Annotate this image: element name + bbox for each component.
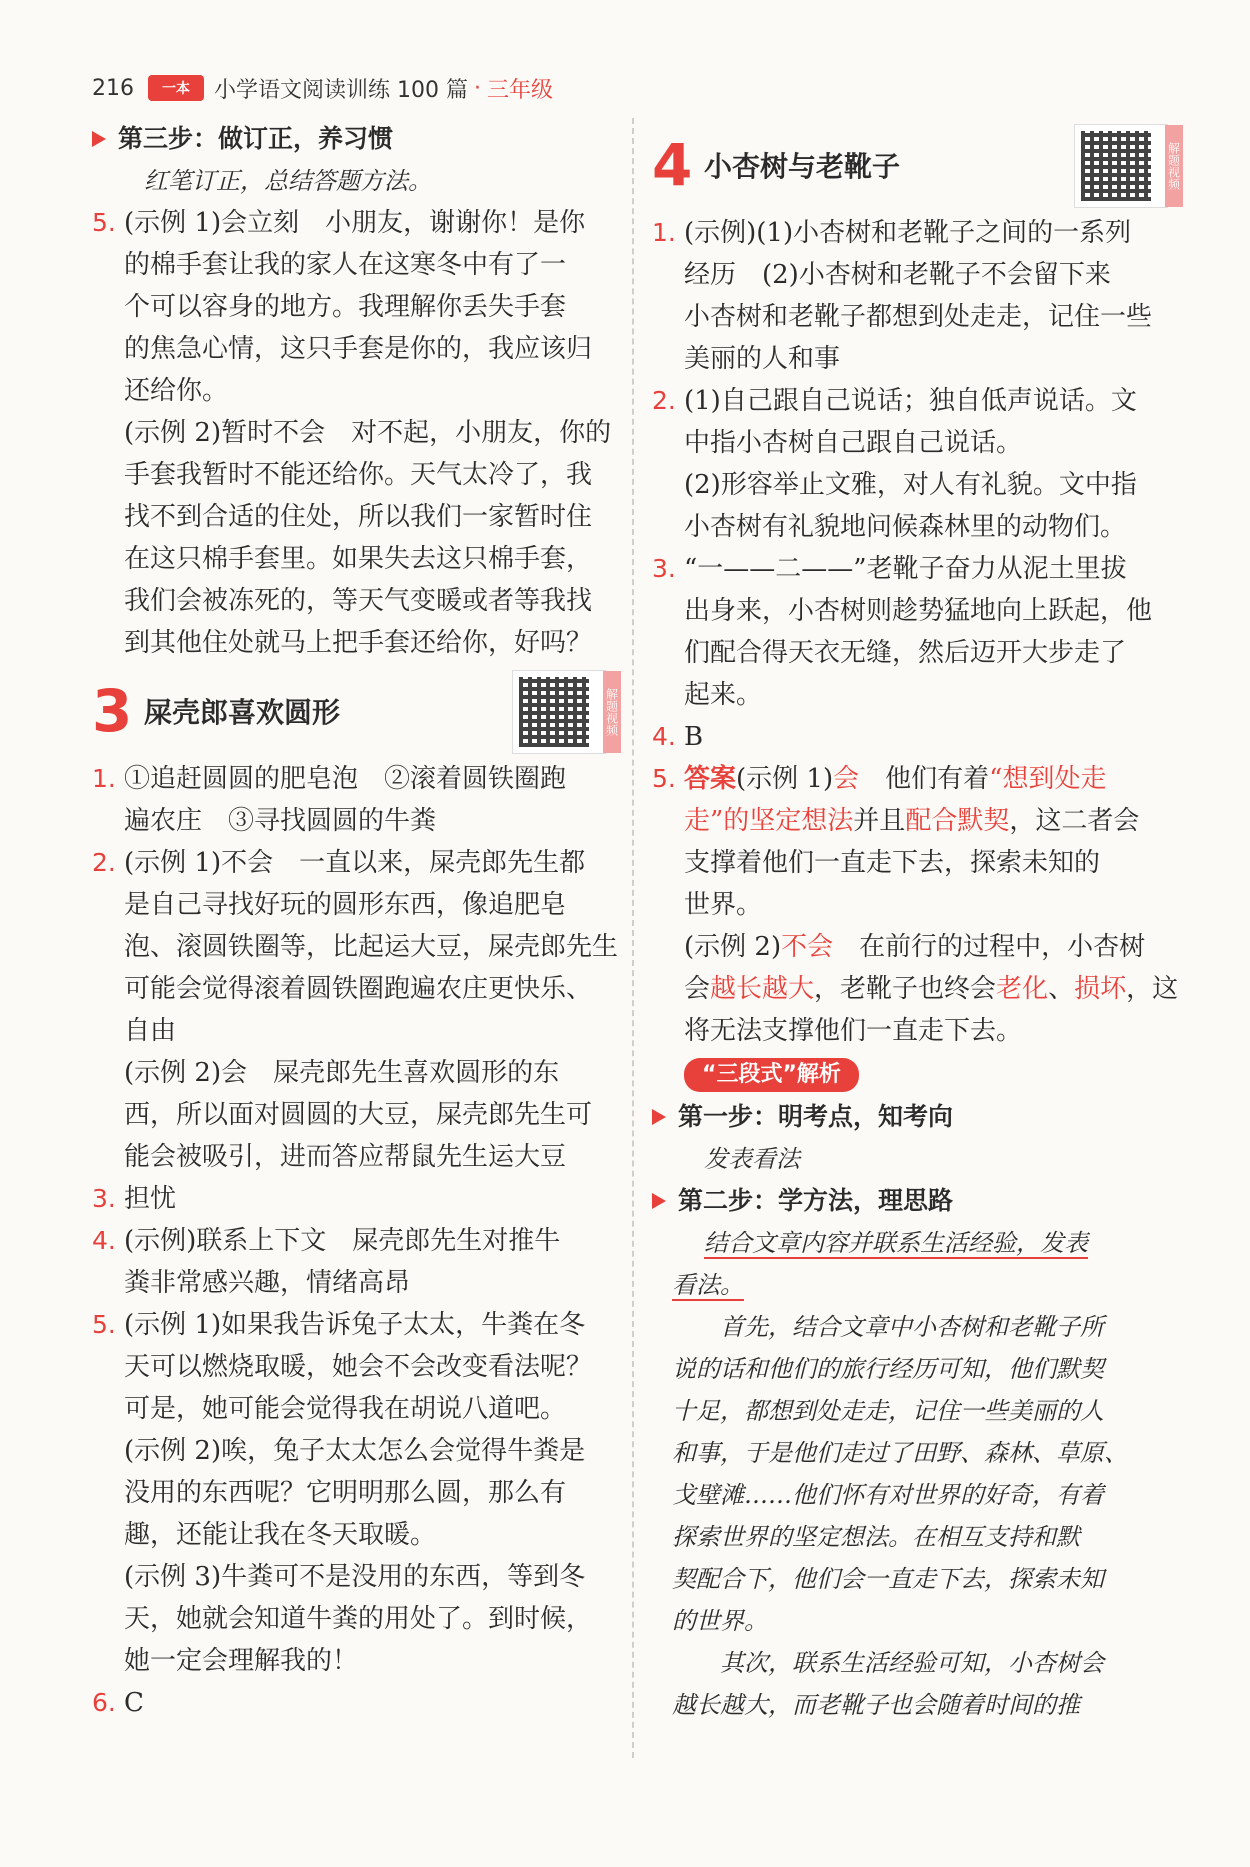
item-number: 3. xyxy=(92,1184,116,1213)
analysis-line: 和事，于是他们走过了田野、森林、草原、 xyxy=(672,1439,1128,1467)
answer-line: 会越长越大，老靴子也终会老化、损坏，这 xyxy=(684,974,1179,1004)
answer-line: 起来。 xyxy=(684,680,763,710)
section-title: 屎壳郎喜欢圆形 xyxy=(144,696,341,729)
title-dot: · xyxy=(473,75,481,101)
answer-line: (示例 2)不会 在前行的过程中，小杏树 xyxy=(684,932,1146,962)
answer-item xyxy=(92,202,622,664)
answer-line: 可是，她可能会觉得我在胡说八道吧。 xyxy=(124,1394,567,1424)
page-header xyxy=(92,68,553,108)
answer-item xyxy=(652,380,1184,548)
answer-line: C xyxy=(124,1688,144,1718)
step1-note: 发表看法 xyxy=(704,1145,800,1173)
answer-line: 手套我暂时不能还给你。天气太冷了，我 xyxy=(124,460,593,490)
right-column xyxy=(652,118,1184,1726)
step2-heading: 第二步：学方法，理思路 xyxy=(652,1180,1184,1222)
answer-line: 粪非常感兴趣，情绪高昂 xyxy=(124,1268,411,1298)
answer-line: 经历 (2)小杏树和老靴子不会留下来 xyxy=(684,260,1111,290)
answer-item xyxy=(652,212,1184,380)
answer-line: 出身来，小杏树则趁势猛地向上跃起，他 xyxy=(684,596,1153,626)
item-number: 5. xyxy=(92,208,116,237)
step2-line: 看法。 xyxy=(672,1271,744,1299)
answer-line: 支撑着他们一直走下去，探索未知的 xyxy=(684,848,1101,878)
item-number: 2. xyxy=(92,848,116,877)
answer-item xyxy=(92,758,622,842)
answer-line: 们配合得天衣无缝，然后迈开大步走了 xyxy=(684,638,1127,668)
answer-line: 的棉手套让我的家人在这寒冬中有了一 xyxy=(124,250,567,280)
answer-line: 自由 xyxy=(124,1016,177,1046)
step3-heading: 第三步：做订正，养习惯 xyxy=(92,118,622,160)
qr-tag: 解题视频 xyxy=(603,671,621,753)
answer-line: 中指小杏树自己跟自己说话。 xyxy=(684,428,1023,458)
qr-pattern xyxy=(1081,131,1151,201)
arrow-icon xyxy=(652,1193,666,1209)
book-grade: 三年级 xyxy=(486,77,553,103)
analysis-line: 探索世界的坚定想法。在相互支持和默 xyxy=(672,1523,1080,1551)
answer-line: 没用的东西呢？它明明那么圆，那么有 xyxy=(124,1478,567,1508)
section-number: 4 xyxy=(652,131,693,199)
step3-note: 红笔订正，总结答题方法。 xyxy=(144,167,432,195)
answer-line: 的焦急心情，这只手套是你的，我应该归 xyxy=(124,334,593,364)
answer-line: (示例 1)如果我告诉兔子太太，牛粪在冬 xyxy=(124,1310,586,1340)
answer-line: 趣，还能让我在冬天取暖。 xyxy=(124,1520,437,1550)
brand-logo: 一本 xyxy=(148,75,204,101)
analysis-line: 越长越大，而老靴子也会随着时间的推 xyxy=(672,1691,1080,1719)
book-title: 小学语文阅读训练 100 篇 xyxy=(214,77,468,103)
answer-item xyxy=(92,1304,622,1682)
page-number: 216 xyxy=(92,75,134,101)
answer-line: 找不到合适的住处，所以我们一家暂时住 xyxy=(124,502,593,532)
arrow-icon xyxy=(92,131,106,147)
answer-line: 个可以容身的地方。我理解你丢失手套 xyxy=(124,292,567,322)
answer-line: 是自己寻找好玩的圆形东西，像追肥皂 xyxy=(124,890,567,920)
answer-line: (示例 2)会 屎壳郎先生喜欢圆形的东 xyxy=(124,1058,560,1088)
item-number: 2. xyxy=(652,386,676,415)
answer-item xyxy=(92,1220,622,1304)
analysis-line: 首先，结合文章中小杏树和老靴子所 xyxy=(672,1313,1104,1341)
item-number: 1. xyxy=(92,764,116,793)
item-number: 5. xyxy=(652,764,676,793)
answer-line: 世界。 xyxy=(684,890,763,920)
answer-line: 还给你。 xyxy=(124,376,229,406)
answer-line: (示例 1)会立刻 小朋友，谢谢你！是你 xyxy=(124,208,586,238)
item-number: 3. xyxy=(652,554,676,583)
answer-line: 她一定会理解我的！ xyxy=(124,1646,359,1676)
analysis-line: 其次，联系生活经验可知，小杏树会 xyxy=(672,1649,1104,1677)
answer-line: ①追赶圆圆的肥皂泡 ②滚着圆铁圈跑 xyxy=(124,764,567,794)
section-4-header xyxy=(652,118,1184,212)
section-title: 小杏树与老靴子 xyxy=(704,150,901,183)
answer-line: 将无法支撑他们一直走下去。 xyxy=(684,1016,1023,1046)
section-3-header xyxy=(92,664,622,758)
answer-line: 遍农庄 ③寻找圆圆的牛粪 xyxy=(124,806,437,836)
answer-line: (示例)(1)小杏树和老靴子之间的一系列 xyxy=(684,218,1132,248)
analysis-badge: “三段式”解析 xyxy=(684,1058,859,1092)
section-number: 3 xyxy=(92,677,133,745)
qr-pattern xyxy=(519,677,589,747)
left-column xyxy=(92,118,622,1724)
item-number: 6. xyxy=(92,1688,116,1717)
answer-line: 西，所以面对圆圆的大豆，屎壳郎先生可 xyxy=(124,1100,593,1130)
answer-line: 小杏树有礼貌地问候森林里的动物们。 xyxy=(684,512,1127,542)
column-divider xyxy=(632,118,634,1758)
qr-code-icon[interactable] xyxy=(1074,124,1181,208)
step1-heading: 第一步：明考点，知考向 xyxy=(652,1096,1184,1138)
analysis-line: 戈壁滩……他们怀有对世界的好奇，有着 xyxy=(672,1481,1104,1509)
answer-line: (示例 1)不会 一直以来，屎壳郎先生都 xyxy=(124,848,586,878)
answer-line: (示例 2)暂时不会 对不起，小朋友，你的 xyxy=(124,418,612,448)
answer-line: B xyxy=(684,722,704,752)
answer-line: 我们会被冻死的，等天气变暖或者等我找 xyxy=(124,586,593,616)
answer-line: 在这只棉手套里。如果失去这只棉手套， xyxy=(124,544,593,574)
answer-line: 答案(示例 1)会 他们有着“想到处走 xyxy=(684,764,1107,794)
answer-item xyxy=(92,1682,622,1724)
qr-tag: 解题视频 xyxy=(1165,125,1183,207)
analysis-line: 契配合下，他们会一直走下去，探索未知 xyxy=(672,1565,1104,1593)
answer-line: (示例)联系上下文 屎壳郎先生对推牛 xyxy=(124,1226,561,1256)
step2-line: 结合文章内容并联系生活经验，发表 xyxy=(704,1229,1088,1257)
answer-line: 小杏树和老靴子都想到处走走，记住一些 xyxy=(684,302,1153,332)
answer-line: (2)形容举止文雅，对人有礼貌。文中指 xyxy=(684,470,1137,500)
item-number: 1. xyxy=(652,218,676,247)
answer-line: 天可以燃烧取暖，她会不会改变看法呢？ xyxy=(124,1352,593,1382)
answer-line: (1)自己跟自己说话；独自低声说话。文 xyxy=(684,386,1137,416)
item-number: 5. xyxy=(92,1310,116,1339)
answer-line: 能会被吸引，进而答应帮鼠先生运大豆 xyxy=(124,1142,567,1172)
answer-item xyxy=(652,548,1184,716)
answer-line: 美丽的人和事 xyxy=(684,344,841,374)
analysis-line: 十足，都想到处走走，记住一些美丽的人 xyxy=(672,1397,1104,1425)
qr-code-icon[interactable] xyxy=(512,670,619,754)
item-number: 4. xyxy=(92,1226,116,1255)
answer-item xyxy=(652,758,1184,1052)
answer-line: 泡、滚圆铁圈等，比起运大豆，屎壳郎先生 xyxy=(124,932,619,962)
arrow-icon xyxy=(652,1109,666,1125)
answer-line: (示例 2)唉，兔子太太怎么会觉得牛粪是 xyxy=(124,1436,586,1466)
analysis-line: 说的话和他们的旅行经历可知，他们默契 xyxy=(672,1355,1104,1383)
answer-item xyxy=(92,1178,622,1220)
answer-label: 答案 xyxy=(684,764,737,794)
answer-line: “一——二——”老靴子奋力从泥土里拔 xyxy=(684,554,1127,584)
item-number: 4. xyxy=(652,722,676,751)
answer-line: 天，她就会知道牛粪的用处了。到时候， xyxy=(124,1604,593,1634)
answer-line: 可能会觉得滚着圆铁圈跑遍农庄更快乐、 xyxy=(124,974,593,1004)
answer-item xyxy=(92,842,622,1178)
answer-item xyxy=(652,716,1184,758)
analysis-line: 的世界。 xyxy=(672,1607,768,1635)
answer-line: 担忧 xyxy=(124,1184,177,1214)
answer-line: 走”的坚定想法并且配合默契，这二者会 xyxy=(684,806,1140,836)
answer-line: (示例 3)牛粪可不是没用的东西，等到冬 xyxy=(124,1562,586,1592)
answer-line: 到其他住处就马上把手套还给你，好吗？ xyxy=(124,628,593,658)
